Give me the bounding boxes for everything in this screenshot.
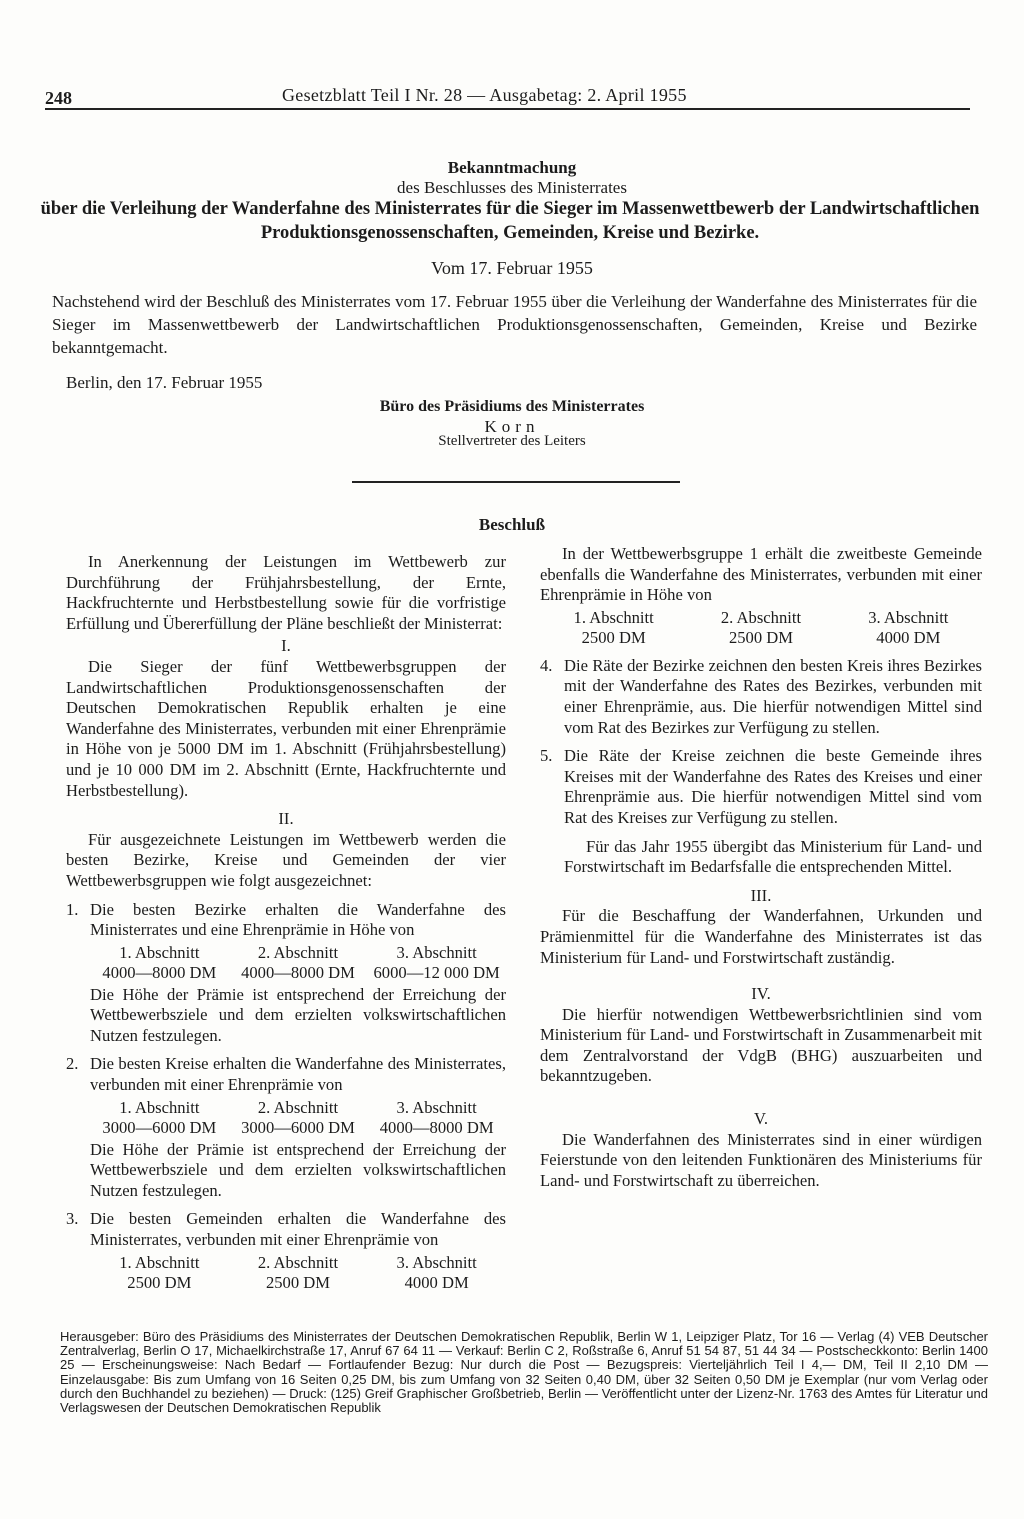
premium-heading: 3. Abschnitt [396, 1097, 477, 1117]
announcement-subject: über die Verleihung der Wanderfahne des Ministerrates für die Sieger im Massenwettbewerb der Landwirtschaftlichen Produktionsgenossenschaften, Gemeinden, Kreise und Bezirke. [40, 199, 980, 243]
premium-heading: 1. Abschnitt [119, 1097, 200, 1117]
premium-table [540, 608, 982, 648]
section-number-3: III. [750, 885, 772, 905]
section-5-text: Die Wanderfahnen des Ministerrates sind in einer würdigen Feierstunde von den leitenden Funktionären des Ministeriums für Land- und Forstwirtschaft zu überreichen. [540, 1129, 982, 1190]
list-item [66, 1209, 506, 1292]
list-item [66, 900, 506, 1047]
premium-heading: 2. Abschnitt [257, 1097, 339, 1117]
list-item [540, 746, 982, 878]
section-2-intro: Für ausgezeichnete Leistungen im Wettbewerb werden die besten Bezirke, Kreise und Gemeinden der vier Wettbewerbsgruppen wie folgt ausgezeichnet: [66, 829, 506, 890]
signer-role: Stellvertreter des Leiters [438, 433, 586, 449]
item-number: 3. [66, 1209, 79, 1229]
premium-value: 4000—8000 DM [379, 1117, 494, 1137]
premium-heading: 1. Abschnitt [119, 942, 200, 962]
item-text: Die Räte der Bezirke zeichnen den besten Kreis ihres Bezirkes mit der Wanderfahne des Rates des Bezirkes, verbunden mit einer Ehrenprämie, aus. Die hierfür notwendigen Mittel sind vom Rat des Bezirkes zur Verfügung zu stellen. [564, 655, 982, 737]
gazette-header: Gesetzblatt Teil I Nr. 28 — Ausgabetag: 2. April 1955 [282, 85, 687, 105]
section-divider [352, 481, 680, 483]
item-note: Für das Jahr 1955 übergibt das Ministerium für Land- und Forstwirtschaft im Bedarfsfalle die entsprechenden Mittel. [564, 836, 982, 877]
list-item [66, 1054, 506, 1201]
premium-heading: 3. Abschnitt [396, 1252, 477, 1272]
premium-value: 6000—12 000 DM [373, 962, 500, 982]
premium-value: 2500 DM [581, 627, 646, 647]
premium-heading: 1. Abschnitt [573, 607, 654, 627]
announcement-heading: Bekanntmachung [447, 158, 577, 177]
premium-table [90, 1098, 506, 1138]
item-number: 1. [66, 899, 79, 919]
premium-value: 2500 DM [265, 1272, 331, 1292]
premium-value: 3000—6000 DM [102, 1117, 217, 1137]
item-text: Die besten Gemeinden erhalten die Wanderfahne des Ministerrates, verbunden mit einer Ehrenprämie von [90, 1209, 506, 1250]
premium-value: 3000—6000 DM [241, 1117, 355, 1137]
header-rule [45, 108, 970, 110]
page-number: 248 [45, 88, 72, 108]
item-text: Die besten Kreise erhalten die Wanderfahne des Ministerrates, verbunden mit einer Ehrenprämie von [90, 1054, 506, 1095]
section-4-text: Die hierfür notwendigen Wettbewerbsrichtlinien sind vom Ministerium für Land- und Forstwirtschaft in Zusammenarbeit mit dem Zentralvorstand der VdgB (BHG) auszuarbeiten und bekanntzugeben. [540, 1004, 982, 1086]
premium-heading: 2. Abschnitt [720, 607, 802, 627]
preamble: In Anerkennung der Leistungen im Wettbewerb zur Durchführung der Frühjahrsbestellung, der Ernte, Hackfruchternte und Herbstbestellung sowie für die vorfristige Erfüllung und Übererfüllung der Pläne beschließt der Ministerrat: [66, 552, 506, 633]
issuing-office: Büro des Präsidiums des Ministerrates [379, 398, 645, 415]
section-number-5: V. [754, 1109, 768, 1129]
premium-heading: 1. Abschnitt [119, 1252, 200, 1272]
item-text: Die Räte der Kreise zeichnen die beste Gemeinde ihres Kreises mit der Wanderfahne des Rates des Kreises und einer Ehrenprämie aus. Die hierfür notwendigen Mittel sind vom Rat des Kreises zur Verfügung zu stellen. [564, 746, 982, 827]
premium-value: 2500 DM [127, 1272, 192, 1292]
announcement-date: Vom 17. Februar 1955 [431, 258, 593, 278]
imprint [60, 1330, 988, 1415]
item-note: Die Höhe der Prämie ist entsprechend der Erreichung der Wettbewerbsziele und dem erzielten volkswirtschaftlichen Nutzen festzulegen. [90, 1139, 506, 1200]
beschluss-title: Beschluß [478, 515, 546, 534]
announcement-subheading: des Beschlusses des Ministerrates [397, 178, 627, 197]
premium-value: 4000 DM [404, 1272, 469, 1292]
announcement-intro: Nachstehend wird der Beschluß des Ministerrates vom 17. Februar 1955 über die Verleihung der Wanderfahne des Ministerrates für die Sieger im Massenwettbewerb der Landwirtschaftlichen Produktionsgenossenschaften, Gemeinden, Kreise und Bezirke bekanntgemacht. [52, 292, 977, 357]
right-column [540, 544, 982, 1191]
imprint-text: Herausgeber: Büro des Präsidiums des Ministerrates der Deutschen Demokratischen Republik, Berlin W 1, Leipziger Platz, Tor 16 — Verlag (4) VEB Deutscher Zentralverlag, Berlin O 17, Michaelkirchstraße 17, Anruf 67 64 11 — Verkauf: Berlin C 2, Roßstraße 6, Anruf 51 54 87, 51 44 34 — Postscheckkonto: Berlin 1400 25 — Erscheinungsweise: Nach Bedarf — Fortlaufender Bezug: Nur durch die Post — Bezugspreis: Vierteljährlich Teil I 4,— DM, Teil II 2,10 DM — Einzelausgabe: Bis zum Umfang von 16 Seiten 0,25 DM, bis zum Umfang von 32 Seiten 0,40 DM, über 32 Seiten 0,50 DM je Exemplar (nur vom Verlag oder durch den Buchhandel zu beziehen) — Druck: (125) Greif Graphischer Großbetrieb, Berlin — Veröffentlicht unter der Lizenz-Nr. 1763 des Amtes für Literatur und Verlagswesen der Deutschen Demokratischen Republik [60, 1329, 988, 1416]
item-number: 2. [66, 1054, 79, 1074]
right-intro: In der Wettbewerbsgruppe 1 erhält die zweitbeste Gemeinde ebenfalls die Wanderfahne des Ministerrates, verbunden mit einer Ehrenprämie in Höhe von [540, 544, 982, 605]
premium-table [90, 1253, 506, 1293]
premium-value: 4000—8000 DM [102, 962, 217, 982]
section-3-text: Für die Beschaffung der Wanderfahnen, Urkunden und Prämienmittel für die Wanderfahne des Ministerrates ist das Ministerium für Land- und Forstwirtschaft zuständig. [540, 906, 982, 967]
list-item [540, 656, 982, 738]
item-number: 5. [540, 746, 553, 766]
premium-value: 4000—8000 DM [241, 962, 355, 982]
item-note: Die Höhe der Prämie ist entsprechend der Erreichung der Wettbewerbsziele und dem erzielten volkswirtschaftlichen Nutzen festzulegen. [90, 984, 506, 1045]
section-number-1: I. [281, 636, 291, 656]
premium-value: 4000 DM [876, 627, 941, 647]
item-text: Die besten Bezirke erhalten die Wanderfahne des Ministerrates und eine Ehrenprämie in Höhe von [90, 899, 506, 940]
premium-heading: 3. Abschnitt [868, 607, 949, 627]
section-1-text: Die Sieger der fünf Wettbewerbsgruppen der Landwirtschaftlichen Produktionsgenossenschaften der Deutschen Demokratischen Republik erhalten je eine Wanderfahne des Ministerrates, verbunden mit einer Ehrenprämie in Höhe von je 5000 DM im 1. Abschnitt (Frühjahrsbestellung) und je 10 000 DM im 2. Abschnitt (Ernte, Hackfruchternte und Herbstbestellung). [66, 656, 506, 800]
signer-name: Korn [484, 417, 540, 436]
left-column [66, 552, 506, 1295]
premium-heading: 3. Abschnitt [396, 942, 477, 962]
premium-table [90, 943, 506, 983]
premium-value: 2500 DM [728, 627, 794, 647]
section-number-2: II. [278, 809, 294, 829]
premium-heading: 2. Abschnitt [257, 942, 339, 962]
place-date: Berlin, den 17. Februar 1955 [66, 373, 263, 392]
item-number: 4. [540, 655, 553, 675]
premium-heading: 2. Abschnitt [257, 1252, 339, 1272]
section-number-4: IV. [751, 984, 771, 1004]
